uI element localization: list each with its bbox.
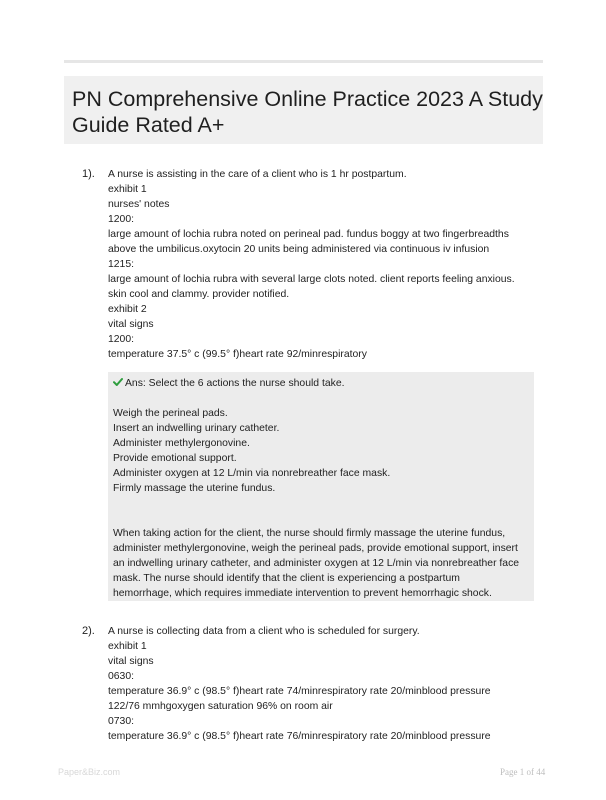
page-number: Page 1 of 44 [500,767,546,777]
question-number: 1). [82,168,95,180]
title-box [64,76,543,144]
question-2 [64,624,543,744]
question-line: exhibit 2 [108,304,147,315]
question-text [108,167,543,362]
question-line: 1200: [108,214,135,225]
check-icon [113,377,123,387]
question-line: skin cool and clammy. provider notified. [108,289,290,300]
rationale-line: mask. The nurse should identify that the client is experiencing a postpartum [113,573,460,584]
answer-choice: Insert an indwelling urinary catheter. [113,423,280,434]
rationale-line: an indwelling urinary catheter, and administer oxygen at 12 L/min via nonrebreather face [113,558,520,569]
spacer [113,391,529,406]
answer-choice: Administer oxygen at 12 L/min via nonrebreather face mask. [113,468,391,479]
question-line: A nurse is collecting data from a client who is scheduled for surgery. [108,626,420,637]
question-line: A nurse is assisting in the care of a client who is 1 hr postpartum. [108,169,407,180]
question-line: 122/76 mmhgoxygen saturation 96% on room air [108,701,333,712]
question-line: temperature 37.5° c (99.5° f)heart rate 92/minrespiratory [108,349,367,360]
answer-choice: Weigh the perineal pads. [113,408,228,419]
question-line: exhibit 1 [108,641,147,652]
spacer [113,496,529,511]
question-number: 2). [82,625,95,637]
question-line: 0730: [108,716,135,727]
rationale-line: When taking action for the client, the nurse should firmly massage the uterine fundus, [113,528,506,539]
question-line: above the umbilicus.oxytocin 20 units being administered via continuous iv infusion [108,244,490,255]
answer-choice: Firmly massage the uterine fundus. [113,483,276,494]
answer-choice: Administer methylergonovine. [113,438,250,449]
title-line-1: PN Comprehensive Online Practice 2023 A Study [72,87,543,111]
footer-watermark: Paper&Biz.com [58,767,121,777]
answer-heading-text: Ans: Select the 6 actions the nurse should take. [125,378,345,389]
question-line: nurses' notes [108,199,170,210]
question-line: 1200: [108,334,135,345]
question-1 [64,167,543,362]
answer-heading [113,376,529,391]
question-line: 0630: [108,671,135,682]
question-line: temperature 36.9° c (98.5° f)heart rate 76/minrespiratory rate 20/minblood pressure [108,731,491,742]
page-title [72,86,543,138]
question-line: 1215: [108,259,135,270]
top-rule [64,60,543,63]
title-line-2: Guide Rated A+ [72,113,225,137]
question-line: temperature 36.9° c (98.5° f)heart rate 74/minrespiratory rate 20/minblood pressure [108,686,491,697]
question-line: large amount of lochia rubra noted on perineal pad. fundus boggy at two fingerbreadths [108,229,509,240]
answer-box [108,372,534,601]
answer-choice: Provide emotional support. [113,453,237,464]
question-line: exhibit 1 [108,184,147,195]
rationale-line: hemorrhage, which requires immediate intervention to prevent hemorrhagic shock. [113,588,492,599]
question-line: large amount of lochia rubra with several large clots noted. client reports feeling anxious. [108,274,515,285]
question-line: vital signs [108,656,154,667]
spacer [113,511,529,526]
question-line: vital signs [108,319,154,330]
rationale-line: administer methylergonovine, weigh the perineal pads, provide emotional support, insert [113,543,518,554]
question-text [108,624,543,744]
